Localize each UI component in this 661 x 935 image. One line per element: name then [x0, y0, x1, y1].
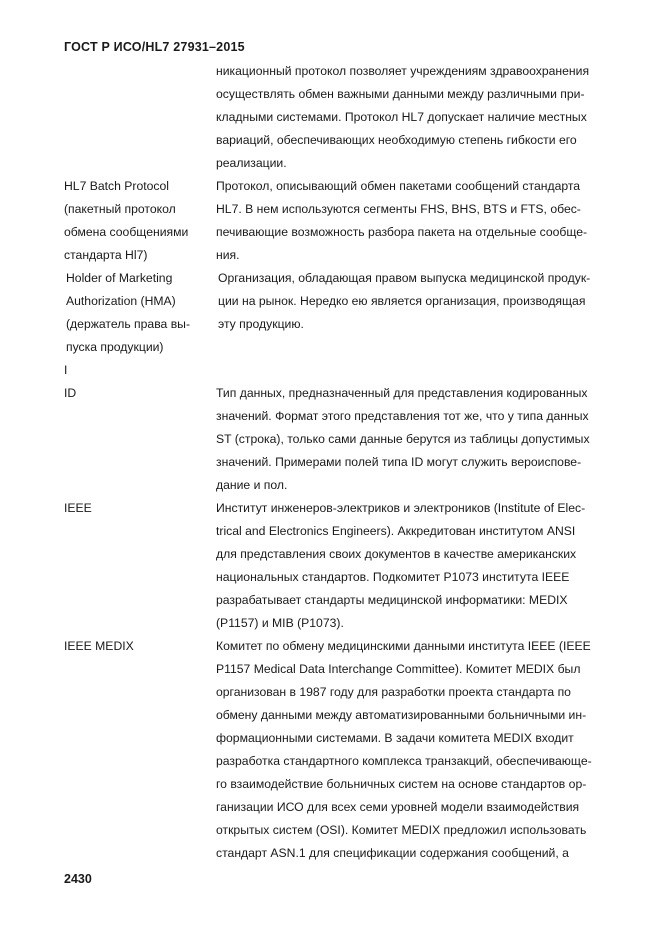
definition-line: Организация, обладающая правом выпуска медицинской продук-	[218, 271, 591, 285]
document-header: ГОСТ Р ИСО/HL7 27931–2015	[64, 40, 245, 54]
term-line: пуска продукции)	[66, 340, 164, 354]
term-line: Authorization (HMA)	[66, 294, 176, 308]
definition-line: реализации.	[216, 156, 287, 170]
definition-line: для представления своих документов в качестве американских	[216, 547, 577, 561]
page-number: 2430	[64, 872, 92, 886]
definition-line: го взаимодействие больничных систем на основе стандартов ор-	[216, 777, 587, 791]
definition-line: дание и пол.	[216, 478, 288, 492]
definition-line: ST (строка), только сами данные берутся из таблицы допустимых	[216, 432, 590, 446]
definition-line: разрабатывает стандарты медицинской информатики: MEDIX	[216, 593, 568, 607]
definition-line: осуществлять обмен важными данными между различными при-	[216, 87, 585, 101]
definition-line: Институт инженеров-электриков и электроников (Institute of Elec-	[216, 501, 586, 515]
definition-line: ганизации ИСО для всех семи уровней модели взаимодействия	[216, 800, 580, 814]
definition-line: формационными системами. В задачи комитета MEDIX входит	[216, 731, 574, 745]
definition-line: разработка стандартного комплекса транзакций, обеспечивающе-	[216, 754, 592, 768]
definition-line: ния.	[216, 248, 240, 262]
definition-line: trical and Electronics Engineers). Аккредитован институтом ANSI	[216, 524, 576, 538]
term-line: ID	[64, 386, 77, 400]
definition-line: кладными системами. Протокол HL7 допускает наличие местных	[216, 110, 587, 124]
definition-line: стандарт ASN.1 для спецификации содержания сообщений, а	[216, 846, 569, 860]
definition-line: HL7. В нем используются сегменты FHS, BHS, BTS и FTS, обес-	[216, 202, 581, 216]
definition-line: Протокол, описывающий обмен пакетами сообщений стандарта	[216, 179, 581, 193]
term-line: HL7 Batch Protocol	[64, 179, 170, 193]
definition-line: организован в 1987 году для разработки проекта стандарта по	[216, 685, 571, 699]
term-line: (пакетный протокол	[64, 202, 176, 216]
definition-line: Тип данных, предназначенный для представления кодированных	[216, 386, 588, 400]
term-line: (держатель права вы-	[66, 317, 191, 331]
definition-line: эту продукцию.	[218, 317, 304, 331]
term-line: обмена сообщениями	[64, 225, 189, 239]
definition-line: обмену данными между автоматизированными больничными ин-	[216, 708, 587, 722]
section-letter: I	[64, 363, 68, 377]
term-line: IEEE MEDIX	[64, 639, 134, 653]
definition-line: P1157 Medical Data Interchange Committee). Комитет MEDIX был	[216, 662, 581, 676]
definition-line: ции на рынок. Нередко ею является организация, производящая	[218, 294, 586, 308]
definition-line: никационный протокол позволяет учреждениям здравоохранения	[216, 64, 590, 78]
definition-line: Комитет по обмену медицинскими данными института IEEE (IEEE	[216, 639, 591, 653]
definition-line: значений. Примерами полей типа ID могут служить вероиспове-	[216, 455, 582, 469]
definition-line: национальных стандартов. Подкомитет Р1073 института IEEE	[216, 570, 570, 584]
definition-line: (P1157) и MIB (P1073).	[216, 616, 344, 630]
definition-line: печивающие возможность разбора пакета на отдельные сообще-	[216, 225, 588, 239]
term-line: стандарта Hl7)	[64, 248, 148, 262]
definition-line: значений. Формат этого представления тот же, что у типа данных	[216, 409, 589, 423]
definition-line: открытых систем (OSI). Комитет MEDIX предложил использовать	[216, 823, 587, 837]
definition-line: вариаций, обеспечивающих необходимую степень гибкости его	[216, 133, 577, 147]
term-line: Holder of Marketing	[66, 271, 173, 285]
term-line: IEEE	[64, 501, 92, 515]
